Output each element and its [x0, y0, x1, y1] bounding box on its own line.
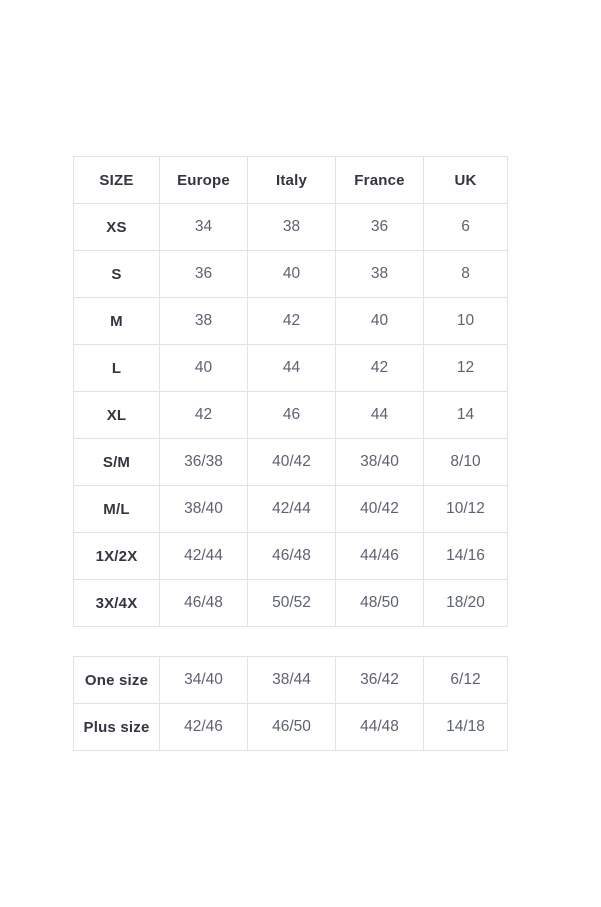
size-value-cell: 36/38: [160, 439, 248, 486]
table-row-1x2x: [74, 533, 508, 580]
size-value-cell: 34/40: [160, 657, 248, 704]
table-row-sm: [74, 439, 508, 486]
size-value-cell: 38: [336, 251, 424, 298]
size-value-cell: 46/48: [248, 533, 336, 580]
size-value-cell: 10: [424, 298, 508, 345]
row-label: M/L: [74, 486, 160, 533]
size-value-cell: 36: [336, 204, 424, 251]
table-row-plus-size: [74, 704, 508, 751]
column-header-europe: Europe: [160, 157, 248, 204]
size-value-cell: 40/42: [248, 439, 336, 486]
row-label: S: [74, 251, 160, 298]
row-label: XL: [74, 392, 160, 439]
row-label: 3X/4X: [74, 580, 160, 627]
size-value-cell: 40: [248, 251, 336, 298]
size-value-cell: 12: [424, 345, 508, 392]
main-size-table: [73, 156, 508, 627]
size-value-cell: 44: [336, 392, 424, 439]
row-label: One size: [74, 657, 160, 704]
secondary-size-table: [73, 656, 508, 751]
size-value-cell: 38/40: [160, 486, 248, 533]
size-value-cell: 50/52: [248, 580, 336, 627]
size-value-cell: 8/10: [424, 439, 508, 486]
row-label: S/M: [74, 439, 160, 486]
row-label: XS: [74, 204, 160, 251]
size-value-cell: 46: [248, 392, 336, 439]
table-row-ml: [74, 486, 508, 533]
size-value-cell: 36: [160, 251, 248, 298]
size-value-cell: 14/18: [424, 704, 508, 751]
size-value-cell: 38/44: [248, 657, 336, 704]
size-value-cell: 38: [248, 204, 336, 251]
table-row-l: [74, 345, 508, 392]
header-row: [74, 157, 508, 204]
size-value-cell: 10/12: [424, 486, 508, 533]
column-header-france: France: [336, 157, 424, 204]
size-value-cell: 6/12: [424, 657, 508, 704]
size-value-cell: 38/40: [336, 439, 424, 486]
size-value-cell: 48/50: [336, 580, 424, 627]
table-row-one-size: [74, 657, 508, 704]
row-label: M: [74, 298, 160, 345]
size-value-cell: 42/44: [160, 533, 248, 580]
size-value-cell: 8: [424, 251, 508, 298]
size-value-cell: 40: [160, 345, 248, 392]
size-value-cell: 6: [424, 204, 508, 251]
size-value-cell: 40/42: [336, 486, 424, 533]
size-value-cell: 46/48: [160, 580, 248, 627]
size-value-cell: 36/42: [336, 657, 424, 704]
size-value-cell: 44/46: [336, 533, 424, 580]
size-value-cell: 44: [248, 345, 336, 392]
size-value-cell: 42/44: [248, 486, 336, 533]
table-row-3x4x: [74, 580, 508, 627]
column-header-italy: Italy: [248, 157, 336, 204]
column-header-uk: UK: [424, 157, 508, 204]
table-row-m: [74, 298, 508, 345]
size-value-cell: 42: [160, 392, 248, 439]
size-value-cell: 40: [336, 298, 424, 345]
size-value-cell: 18/20: [424, 580, 508, 627]
size-value-cell: 46/50: [248, 704, 336, 751]
size-value-cell: 14/16: [424, 533, 508, 580]
table-row-xl: [74, 392, 508, 439]
size-value-cell: 34: [160, 204, 248, 251]
table-row-s: [74, 251, 508, 298]
size-value-cell: 38: [160, 298, 248, 345]
size-value-cell: 44/48: [336, 704, 424, 751]
size-value-cell: 42: [336, 345, 424, 392]
row-label: L: [74, 345, 160, 392]
column-header-size: SIZE: [74, 157, 160, 204]
size-tables-container: [73, 156, 508, 751]
table-row-xs: [74, 204, 508, 251]
row-label: Plus size: [74, 704, 160, 751]
row-label: 1X/2X: [74, 533, 160, 580]
size-value-cell: 42: [248, 298, 336, 345]
size-value-cell: 14: [424, 392, 508, 439]
size-value-cell: 42/46: [160, 704, 248, 751]
